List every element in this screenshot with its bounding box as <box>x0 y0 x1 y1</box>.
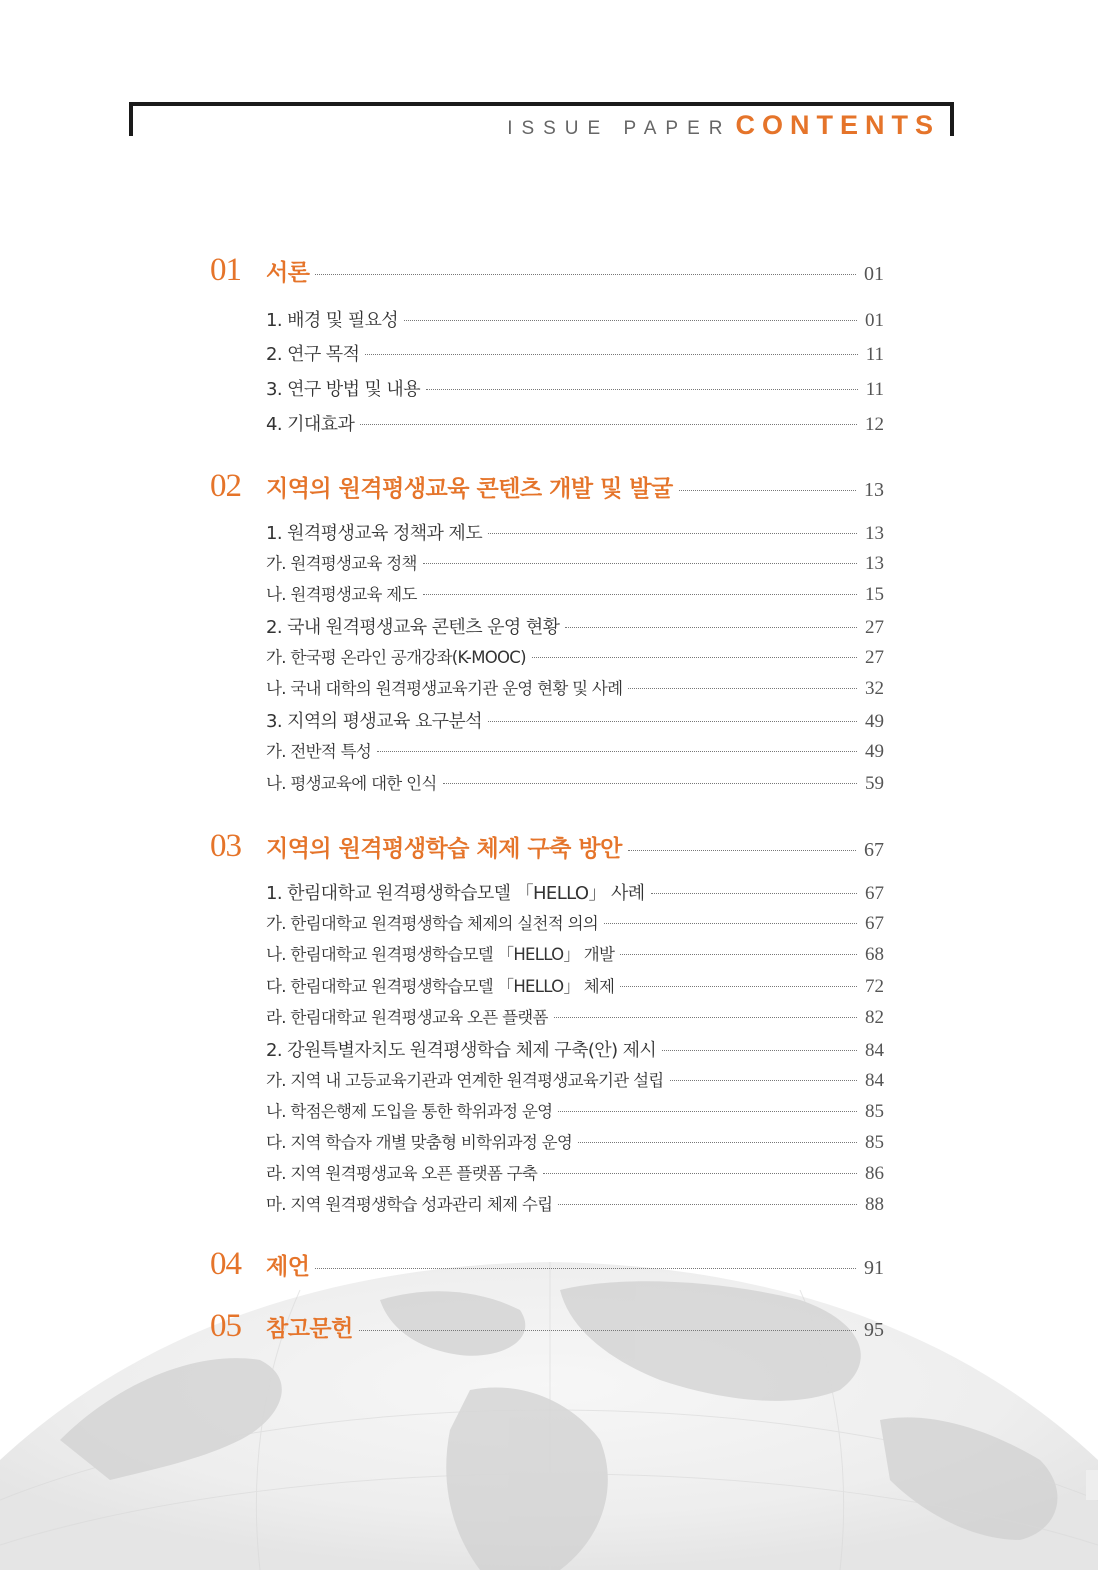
toc-section-row <box>266 707 884 733</box>
toc-chapter-row <box>210 252 884 289</box>
toc-section-row <box>266 770 884 795</box>
toc-section-row <box>266 581 884 606</box>
subsection-title: 나. 한림대학교 원격평생학습모델 「HELLO」 개발 <box>266 945 615 964</box>
dot-leader <box>377 750 857 752</box>
dot-leader <box>620 953 857 955</box>
dot-leader <box>565 626 857 628</box>
dot-leader <box>360 423 857 425</box>
chapter-number: 04 <box>210 1246 241 1282</box>
toc-section-row <box>266 613 884 639</box>
toc-section-row <box>266 1160 884 1185</box>
subsection-title: 가. 지역 내 고등교육기관과 연계한 원격평생교육기관 설립 <box>266 1071 664 1090</box>
dot-leader <box>554 1016 857 1018</box>
header-frame-top <box>129 102 954 106</box>
dot-leader <box>628 687 857 689</box>
dot-leader <box>532 656 857 658</box>
section-page-number: 01 <box>865 310 884 331</box>
toc-section-row <box>266 519 884 545</box>
toc-section-row <box>266 1098 884 1123</box>
dot-leader <box>423 562 857 564</box>
subsection-title: 마. 지역 원격평생학습 성과관리 체제 수립 <box>266 1195 553 1214</box>
section-title: 1. 원격평생교육 정책과 제도 <box>266 523 483 544</box>
chapter-page-number: 01 <box>864 263 884 285</box>
section-page-number: 88 <box>865 1194 884 1215</box>
section-page-number: 15 <box>865 584 884 605</box>
section-page-number: 13 <box>865 523 884 544</box>
dot-leader <box>662 1049 857 1051</box>
dot-leader <box>578 1141 857 1143</box>
dot-leader <box>404 319 857 321</box>
section-page-number: 27 <box>865 617 884 638</box>
section-page-number: 67 <box>865 883 884 904</box>
section-page-number: 12 <box>865 414 884 435</box>
dot-leader <box>670 1079 857 1081</box>
dot-leader <box>628 849 856 851</box>
dot-leader <box>365 353 857 355</box>
dot-leader <box>543 1172 857 1174</box>
section-title: 1. 한림대학교 원격평생학습모델 「HELLO」 사례 <box>266 883 645 904</box>
subsection-title: 라. 지역 원격평생교육 오픈 플랫폼 구축 <box>266 1164 538 1183</box>
toc-section-row <box>266 1004 884 1029</box>
section-page-number: 27 <box>865 647 884 668</box>
subsection-title: 나. 원격평생교육 제도 <box>266 585 417 604</box>
subsection-title: 가. 한국평 온라인 공개강좌(K-MOOC) <box>266 648 526 667</box>
header-subtitle: ISSUE PAPER <box>507 118 732 139</box>
section-title: 1. 배경 및 필요성 <box>266 310 399 331</box>
dot-leader <box>359 1329 856 1331</box>
chapter-title: 지역의 원격평생교육 콘텐츠 개발 및 발굴 <box>266 476 673 502</box>
section-page-number: 86 <box>865 1163 884 1184</box>
dot-leader <box>443 782 857 784</box>
dot-leader <box>426 388 858 390</box>
chapter-page-number: 13 <box>864 479 884 501</box>
section-title: 3. 연구 방법 및 내용 <box>266 379 420 400</box>
subsection-title: 나. 학점은행제 도입을 통한 학위과정 운영 <box>266 1102 553 1121</box>
section-page-number: 49 <box>865 741 884 762</box>
subsection-title: 가. 전반적 특성 <box>266 742 372 761</box>
subsection-title: 다. 지역 학습자 개별 맞춤형 비학위과정 운영 <box>266 1133 573 1152</box>
dot-leader <box>423 593 857 595</box>
section-title: 2. 국내 원격평생교육 콘텐츠 운영 현황 <box>266 617 560 638</box>
chapter-page-number: 95 <box>864 1319 884 1341</box>
chapter-page-number: 91 <box>864 1257 884 1279</box>
toc-section-row <box>266 550 884 575</box>
page-title: CONTENTS <box>735 110 940 140</box>
dot-leader <box>604 922 857 924</box>
section-page-number: 82 <box>865 1007 884 1028</box>
header-frame-right <box>950 102 954 136</box>
toc-section-row <box>266 675 884 700</box>
toc-section-row <box>266 879 884 905</box>
toc-chapter-row <box>210 1308 884 1345</box>
section-title: 2. 연구 목적 <box>266 344 360 365</box>
section-page-number: 13 <box>865 553 884 574</box>
section-page-number: 11 <box>865 379 884 400</box>
section-page-number: 49 <box>865 711 884 732</box>
subsection-title: 가. 한림대학교 원격평생학습 체제의 실천적 의의 <box>266 914 599 933</box>
section-title: 4. 기대효과 <box>266 414 355 435</box>
section-page-number: 59 <box>865 773 884 794</box>
toc-section-row <box>266 644 884 669</box>
section-page-number: 84 <box>865 1040 884 1061</box>
dot-leader <box>558 1203 857 1205</box>
toc-section-row <box>266 1129 884 1154</box>
toc-section-row <box>266 340 884 366</box>
section-page-number: 11 <box>865 344 884 365</box>
toc-section-row <box>266 941 884 966</box>
section-page-number: 85 <box>865 1132 884 1153</box>
section-page-number: 85 <box>865 1101 884 1122</box>
subsection-title: 나. 국내 대학의 원격평생교육기관 운영 현황 및 사례 <box>266 679 623 698</box>
dot-leader <box>488 720 857 722</box>
section-page-number: 68 <box>865 944 884 965</box>
section-title: 2. 강원특별자치도 원격평생학습 체제 구축(안) 제시 <box>266 1040 657 1061</box>
chapter-title: 서론 <box>266 260 310 286</box>
toc-section-row <box>266 410 884 436</box>
section-page-number: 72 <box>865 976 884 997</box>
dot-leader <box>488 532 857 534</box>
dot-leader <box>651 892 857 894</box>
subsection-title: 다. 한림대학교 원격평생학습모델 「HELLO」 체제 <box>266 977 615 996</box>
dot-leader <box>315 273 856 275</box>
toc-section-row <box>266 1067 884 1092</box>
subsection-title: 라. 한림대학교 원격평생교육 오픈 플랫폼 <box>266 1008 548 1027</box>
chapter-number: 02 <box>210 468 241 504</box>
section-page-number: 32 <box>865 678 884 699</box>
dot-leader <box>620 985 857 987</box>
chapter-number: 01 <box>210 252 241 288</box>
toc-chapter-row <box>210 1246 884 1283</box>
page-header <box>507 110 940 141</box>
toc-section-row <box>266 738 884 763</box>
section-page-number: 84 <box>865 1070 884 1091</box>
chapter-title: 참고문헌 <box>266 1316 353 1342</box>
dot-leader <box>679 489 856 491</box>
chapter-title: 지역의 원격평생학습 체제 구축 방안 <box>266 836 622 862</box>
chapter-page-number: 67 <box>864 839 884 861</box>
toc-chapter-row <box>210 828 884 865</box>
toc-section-row <box>266 973 884 998</box>
chapter-title: 제언 <box>266 1254 310 1280</box>
section-page-number: 67 <box>865 913 884 934</box>
subsection-title: 가. 원격평생교육 정책 <box>266 554 417 573</box>
toc-section-row <box>266 1036 884 1062</box>
header-frame-left <box>129 102 133 136</box>
toc-chapter-row <box>210 468 884 505</box>
subsection-title: 나. 평생교육에 대한 인식 <box>266 774 437 793</box>
dot-leader <box>558 1110 857 1112</box>
toc-section-row <box>266 1191 884 1216</box>
toc-section-row <box>266 375 884 401</box>
chapter-number: 03 <box>210 828 241 864</box>
dot-leader <box>315 1267 856 1269</box>
toc-section-row <box>266 306 884 332</box>
chapter-number: 05 <box>210 1308 241 1344</box>
section-title: 3. 지역의 평생교육 요구분석 <box>266 711 483 732</box>
toc-section-row <box>266 910 884 935</box>
